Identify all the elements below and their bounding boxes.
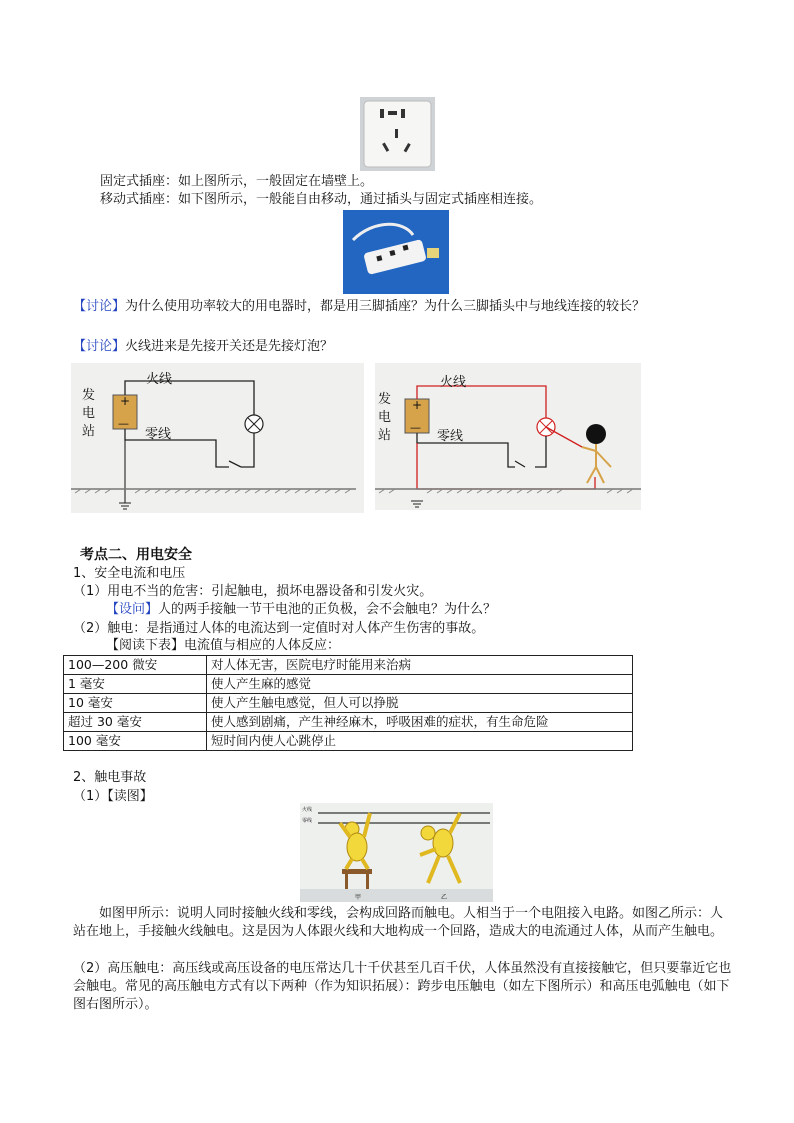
paragraph-1: 如图甲所示：说明人同时接触火线和零线，会构成回路而触电。人相当于一个电阻接入电路。如图乙所示：人站在地上，手接触火线触电。这是因为人体跟火线和大地构成一个回路，造成大的电流通过人体，从而产生触电。 — [73, 906, 724, 939]
power-strip-image — [343, 210, 449, 294]
read-text: 电流值与相应的人体反应： — [184, 638, 341, 653]
question-tag: 【设问】 — [106, 602, 159, 617]
table-cell: 超过 30 毫安 — [64, 713, 207, 732]
figure-label-jia: 甲 — [355, 894, 362, 901]
station-label: 发 电 站 — [82, 388, 96, 439]
question-text: 人的两手接触一节干电池的正负极，会不会触电？为什么？ — [158, 602, 497, 617]
discussion-text: 为什么使用功率较大的用电器时，都是用三脚插座？为什么三脚插头中与地线连接的较长？ — [125, 299, 646, 314]
paragraph-2: （2）高压触电：高压线或高压设备的电压常达几十千伏甚至几百千伏，人体虽然没有直接接触它，但只要靠近它也会触电。常见的高压触电方式有以下两种（作为知识拓展）：跨步电压触电（如左下图所示）和高压电弧触电（如下图右图所示）。 — [73, 961, 732, 1012]
live-wire-label: 火线 — [440, 375, 467, 390]
table-cell: 使人产生触电感觉，但人可以挣脱 — [207, 694, 633, 713]
question-line — [106, 601, 496, 619]
current-table — [63, 655, 633, 751]
read-tag: 【阅读下表】 — [106, 638, 185, 653]
item-1-1: （1）用电不当的危害：引起触电，损坏电器设备和引发火灾。 — [73, 584, 433, 599]
discussion-2 — [73, 338, 333, 356]
station-label: 发 电 站 — [378, 392, 392, 443]
table-row — [64, 713, 633, 732]
circuit-diagram-left — [71, 363, 364, 513]
table-row — [64, 732, 633, 751]
plus-sign: + — [412, 398, 423, 412]
table-cell: 10 毫安 — [64, 694, 207, 713]
minus-sign: — — [118, 417, 129, 430]
discussion-tag: 【讨论】 — [73, 299, 126, 314]
socket-fixed-desc: 固定式插座：如上图所示，一般固定在墙壁上。 — [100, 174, 374, 189]
read-table-line — [106, 637, 340, 655]
item-1-heading: 1、安全电流和电压 — [73, 566, 186, 581]
plus-sign: + — [120, 394, 131, 408]
discussion-tag: 【讨论】 — [73, 339, 126, 354]
neutral-wire-label: 零线 — [437, 429, 464, 444]
minus-sign: — — [410, 421, 421, 434]
item-2-1: （1）【读图】 — [73, 789, 153, 804]
neutral-wire-label: 零线 — [145, 427, 172, 442]
table-row — [64, 656, 633, 675]
discussion-1 — [73, 298, 645, 316]
neutral-wire-label: 零线 — [302, 818, 313, 824]
table-cell: 使人产生麻的感觉 — [207, 675, 633, 694]
item-2-heading: 2、触电事故 — [73, 770, 147, 785]
table-cell: 短时间内使人心跳停止 — [207, 732, 633, 751]
table-cell: 对人体无害，医院电疗时能用来治病 — [207, 656, 633, 675]
table-row — [64, 694, 633, 713]
live-wire-label: 火线 — [302, 807, 313, 813]
figure-label-yi: 乙 — [441, 894, 448, 901]
circuit-diagram-right — [375, 363, 641, 510]
section-heading: 考点二、用电安全 — [80, 547, 192, 563]
table-cell: 1 毫安 — [64, 675, 207, 694]
live-wire-label: 火线 — [146, 372, 173, 387]
item-1-2: （2）触电：是指通过人体的电流达到一定值时对人体产生伤害的事故。 — [73, 621, 485, 636]
wall-socket-image — [360, 97, 435, 171]
table-cell: 使人感到剧痛，产生神经麻木，呼吸困难的症状，有生命危险 — [207, 713, 633, 732]
socket-mobile-desc: 移动式插座：如下图所示，一般能自由移动，通过插头与固定式插座相连接。 — [100, 192, 543, 207]
electric-shock-figure — [300, 803, 493, 902]
discussion-text: 火线进来是先接开关还是先接灯泡？ — [125, 339, 334, 354]
table-row — [64, 675, 633, 694]
table-cell: 100 毫安 — [64, 732, 207, 751]
table-cell: 100—200 微安 — [64, 656, 207, 675]
